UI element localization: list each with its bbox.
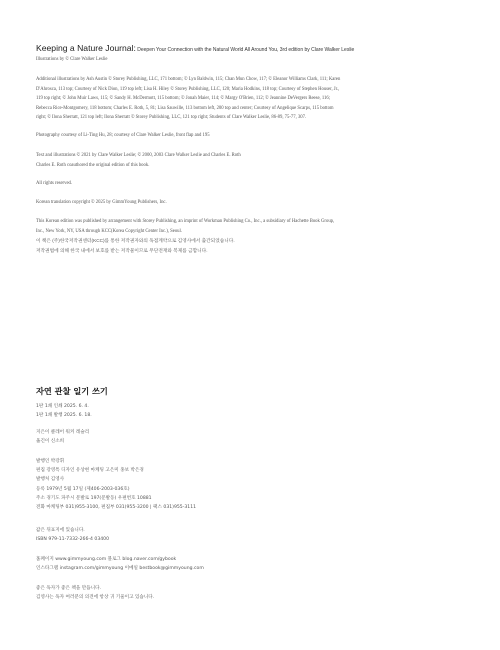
closing-line: 김영사는 독자 여러분의 의견에 항상 귀 기울이고 있습니다. (36, 595, 155, 601)
additional-illustrations-line: Additional illustrations by Ash Austin © Storey Publishing, LLC, 171 bottom; © Lyn Baldwin, 115; Chan Mun Chow, 117; © Eleanor Williams Clark, 111; Karen (36, 77, 341, 82)
arrangement-line: 저작권법에 의해 한국 내에서 보호를 받는 저작물이므로 무단전재와 복제를 금합니다. (36, 247, 208, 253)
publisher-line: 편집 강영특 디자인 유상현 마케팅 고은미 홍보 박은경 (36, 468, 144, 474)
publisher-line: 전화 마케팅부 031)955-3100, 편집부 031)955-3200 | 팩스 031)955-3111 (36, 505, 197, 511)
title-subtitle: Deepen Your Connection with the Natural World All Around You, 3rd edition by Clare Walker Leslie (135, 47, 355, 53)
publisher-info (36, 457, 336, 512)
isbn-line: ISBN 979-11-7332-266-4 03400 (36, 537, 110, 543)
web-line: 홈페이지 www.gimmyoung.com 블로그 blog.naver.com/gybook (36, 557, 177, 562)
title-main: Keeping a Nature Journal: (36, 43, 136, 53)
publisher-line: 등록 1979년 5월 17일 (제406-2003-036호) (36, 486, 130, 492)
web-contacts (36, 555, 336, 573)
price-line: 값은 뒤표지에 있습니다. (36, 528, 85, 533)
additional-illustrations-line: D'Ahrosca, 113 top; Courtesy of Nick Dion, 119 top left; Lisa H. Hiley © Storey Publishing, LLC, 120; Maria Hodkins, 118 top; Courtesy of Stephen Houser, Jr., (36, 86, 340, 92)
publisher-line: 발행인 박강휘 (36, 459, 65, 464)
printing-line: 1판 1쇄 발행 2025. 6. 18. (36, 413, 92, 419)
publisher-line: 발행처 김영사 (36, 477, 65, 483)
price-isbn (36, 526, 336, 544)
text-copyright-line: Text and illustrations © 2021 by Clare Walker Leslie; © 2000, 2003 Clare Walker Leslie and Charles E. Roth (36, 153, 241, 158)
arrangement-line: Inc., New York, NY, USA through KCC(Korea Copyright Center Inc.), Seoul. (36, 228, 182, 234)
publisher-line: 주소 경기도 파주시 문발로 197(문발동) 우편번호 10881 (36, 495, 152, 501)
credit-line: 지은이 클레어 워커 레슬리 (36, 430, 90, 435)
rights-reserved: All rights reserved. (36, 181, 73, 186)
closing-line: 좋은 독자가 좋은 책을 만듭니다. (36, 586, 101, 591)
closing-notice (36, 584, 336, 602)
additional-illustrations-line: 119 top right; © John Muir Laws, 115; © Sandy H. McDermott, 115 bottom; © Jonah Maier, 114; © Margy O'Brien, 112; © Jeannine DeVergers Reese, 116; (36, 96, 331, 102)
credit-line: 옮긴이 신소희 (36, 439, 65, 445)
arrangement-line: 이 책은 (주)한국저작권센터(KCC)를 통한 저작권자와의 독점계약으로 김영사에서 출간되었습니다. (36, 238, 235, 244)
printing-dates (36, 402, 336, 420)
arrangement-line: This Korean edition was published by arrangement with Storey Publishing, an imprint of Workman Publishing Co., Inc., a subsidiary of Hachette Book Group, (36, 219, 335, 224)
text-copyright-line: Charles E. Roth coauthored the original edition of this book. (36, 162, 150, 168)
additional-illustrations-line: Rebecca Rice-Montgomery, 118 bottom; Charles E. Roth, 5, 81; Lisa Sauwille, 113 bottom left, 200 top and center; Courtesy of Angelique Scarps, 115 bottom (36, 105, 334, 111)
text-illustrations-copyright (36, 151, 470, 170)
korean-book-title: 자연 관찰 일기 쓰기 (36, 386, 108, 396)
printing-line: 1판 1쇄 인쇄 2025. 6. 4. (36, 404, 89, 409)
author-translator (36, 428, 336, 446)
illustrations-credit: Illustrations by © Clare Walker Leslie (36, 57, 108, 62)
web-line: 인스타그램 instagram.com/gimmyoung 이메일 bestbook@gimmyoung.com (36, 566, 204, 572)
additional-illustrations-line: right; © Ilona Sherratt, 121 top left; Ilona Sherratt © Storey Publishing, LLC, 121 top right; Students of Clare Walker Leslie, 86-89, 75-77, 307. (36, 115, 307, 121)
korean-translation-copyright: Korean translation copyright © 2025 by GimmYoung Publishers, Inc. (36, 200, 167, 205)
photography-credit: Photography courtesy of Li-Ting Hu, 28; courtesy of Clare Walker Leslie, front flap and 195 (36, 133, 210, 138)
additional-illustrations (36, 75, 470, 123)
book-title (36, 38, 476, 56)
arrangement-notice (36, 217, 470, 255)
